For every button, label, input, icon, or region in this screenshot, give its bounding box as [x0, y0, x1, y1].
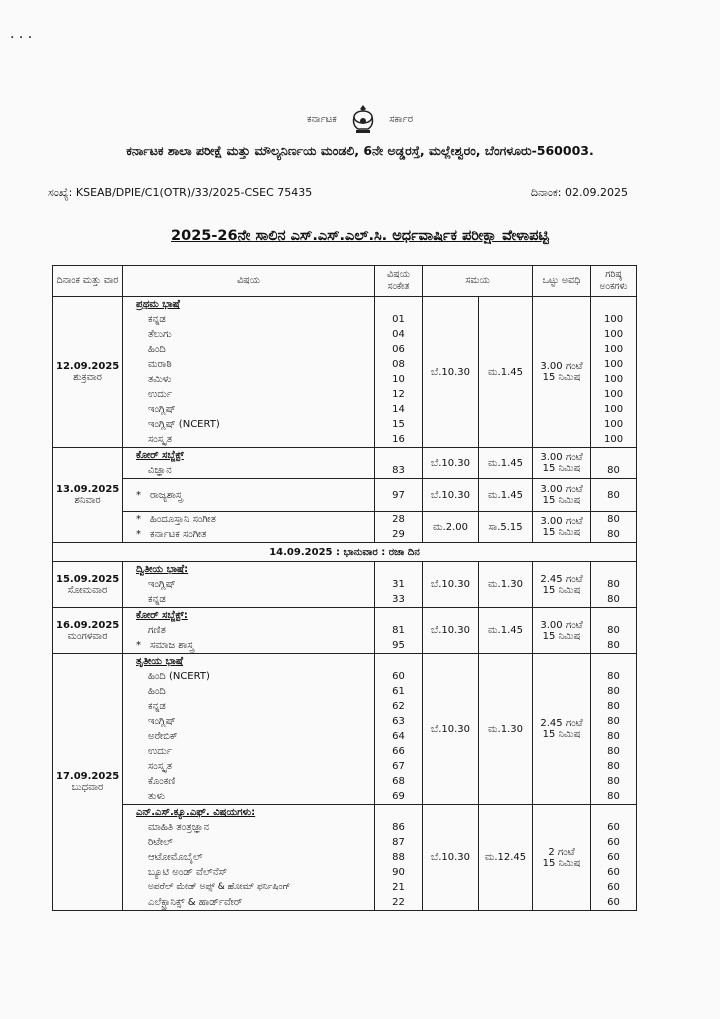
subject-cell — [123, 654, 375, 805]
marks-cell — [591, 608, 637, 654]
subject: ತಮಿಳು — [148, 374, 172, 385]
state-emblem-icon — [348, 103, 378, 135]
col-code: ವಿಷಯ ಸಂಕೇತ — [375, 266, 423, 297]
start-time: ಬೆ.10.30 — [423, 479, 479, 512]
max-marks: 100 — [603, 359, 624, 370]
elective-marker: * — [136, 640, 141, 651]
subject-code: 62 — [392, 701, 405, 712]
duration-minutes: 15 ನಿಮಿಷ — [542, 630, 581, 642]
max-marks: 80 — [607, 579, 620, 590]
start-time: ಬೆ.10.30 — [423, 448, 479, 479]
duration-minutes: 15 ನಿಮಿಷ — [542, 584, 581, 596]
table-row — [53, 448, 637, 479]
subject: ಆಟೋಮೊಬೈಲ್ — [148, 852, 203, 863]
subject: ಸಂಸ್ಕೃತ — [148, 761, 173, 772]
issue-date: ದಿನಾಂಕ: 02.09.2025 — [530, 186, 628, 199]
subject-code: 08 — [392, 359, 405, 370]
end-time: ಸಾ.5.15 — [479, 512, 533, 543]
max-marks: 80 — [607, 716, 620, 727]
subject-cell — [123, 297, 375, 448]
subject-code: 61 — [392, 686, 405, 697]
subject-cell — [123, 562, 375, 608]
start-time: ಬೆ.10.30 — [423, 654, 479, 805]
max-marks: 80 — [607, 731, 620, 742]
max-marks: 80 — [607, 625, 620, 636]
duration-hours: 3.00 ಗಂಟೆ — [540, 452, 583, 463]
max-marks: 100 — [603, 314, 624, 325]
subject: ಇಂಗ್ಲಿಷ್ — [148, 716, 176, 727]
group-heading: ಎನ್.ಎಸ್.ಕ್ಯೂ.ಎಫ್. ವಿಷಯಗಳು: — [136, 807, 256, 818]
subject: ಕರ್ನಾಟಕ ಸಂಗೀತ — [150, 529, 207, 540]
subject-cell — [123, 512, 375, 543]
col-date: ದಿನಾಂಕ ಮತ್ತು ವಾರ — [53, 266, 123, 297]
subject: ಹಿಂದಿ (NCERT) — [148, 671, 210, 682]
subject: ಇಂಗ್ಲಿಷ್ (NCERT) — [148, 419, 220, 430]
subject-code: 29 — [392, 529, 405, 540]
code-cell — [375, 512, 423, 543]
subject-code: 04 — [392, 329, 405, 340]
start-time: ಬೆ.10.30 — [423, 805, 479, 911]
subject: ಇಂಗ್ಲಿಷ್ — [148, 579, 176, 590]
table-row — [53, 805, 637, 911]
duration-minutes: 15 ನಿಮಿಷ — [542, 729, 581, 740]
exam-day: ಬುಧವಾರ — [71, 782, 104, 793]
duration-cell — [533, 805, 591, 911]
max-marks: 80 — [607, 701, 620, 712]
max-marks: 100 — [603, 419, 624, 430]
date-cell — [53, 608, 123, 654]
max-marks: 100 — [603, 374, 624, 385]
group-heading: ಕೋರ್ ಸಬ್ಜೆಕ್ಟ್: — [136, 610, 188, 621]
subject-code: 66 — [392, 746, 405, 757]
elective-marker: * — [136, 489, 141, 501]
subject: ಅರೇಬಿಕ್ — [148, 731, 178, 742]
subject: ರಾಜ್ಯಶಾಸ್ತ್ರ — [150, 489, 183, 501]
exam-day: ಶುಕ್ರವಾರ — [73, 372, 102, 383]
subject: ಹಿಂದಿ — [148, 344, 166, 355]
subject: ಅಪರೆಲ್ ಮೇಡ್ ಅಪ್ಸ್ & ಹೋಮ್ ಫರ್ನಿಷಿಂಗ್ — [148, 882, 291, 892]
subject: ಗಣಿತ — [148, 625, 166, 636]
marks-cell — [591, 448, 637, 479]
duration-minutes: 15 ನಿಮಿಷ — [542, 857, 581, 869]
max-marks: 100 — [603, 389, 624, 400]
duration-hours: 3.00 ಗಂಟೆ — [540, 361, 583, 372]
col-time: ಸಮಯ — [423, 266, 533, 297]
subject-code: 21 — [392, 882, 405, 893]
subject-code: 06 — [392, 344, 405, 355]
end-time: ಮ.1.45 — [479, 608, 533, 654]
max-marks: 80 — [607, 529, 620, 540]
end-time: ಮ.12.45 — [479, 805, 533, 911]
subject: ಉರ್ದು — [148, 389, 173, 400]
max-marks: 80 — [607, 640, 620, 651]
duration-hours: 3.00 ಗಂಟೆ — [540, 516, 583, 527]
subject: ಬ್ಯೂಟಿ ಅಂಡ್ ವೆಲ್‌ನೆಸ್ — [148, 867, 228, 878]
subject-code: 81 — [392, 625, 405, 636]
subject: ಹಿಂದಿ — [148, 686, 166, 697]
date-cell — [53, 562, 123, 608]
duration-hours: 2.45 ಗಂಟೆ — [540, 573, 583, 585]
subject-code: 15 — [392, 419, 405, 430]
start-time: ಮ.2.00 — [423, 512, 479, 543]
subject: ಹಿಂದೂಸ್ತಾನಿ ಸಂಗೀತ — [150, 514, 216, 525]
subject: ಕನ್ನಡ — [148, 701, 166, 712]
subject-code: 87 — [392, 837, 405, 848]
reference-line — [48, 186, 628, 200]
holiday-row — [53, 543, 637, 562]
subject: ಸಂಸ್ಕೃತ — [148, 434, 173, 445]
subject: ತುಳು — [148, 791, 166, 802]
max-marks: 80 — [591, 479, 637, 512]
code-cell — [375, 448, 423, 479]
exam-date: 17.09.2025 — [56, 771, 120, 782]
subject: ಕೊಂಕಣಿ — [148, 776, 176, 787]
group-heading: ತೃತೀಯ ಭಾಷೆ — [136, 656, 184, 667]
document-title: 2025-26ನೇ ಸಾಲಿನ ಎಸ್.ಎಸ್.ಎಲ್.ಸಿ. ಅರ್ಧವಾರ್ಷಿಕ ಪರೀಕ್ಷಾ ವೇಳಾಪಟ್ಟಿ — [171, 228, 549, 244]
duration-minutes: 15 ನಿಮಿಷ — [542, 372, 581, 383]
code-cell — [375, 805, 423, 911]
subject: ತೆಲುಗು — [148, 329, 172, 340]
subject-code: 60 — [392, 671, 405, 682]
start-time: ಬೆ.10.30 — [423, 608, 479, 654]
subject-code: 86 — [392, 822, 405, 833]
exam-day: ಮಂಗಳವಾರ — [67, 630, 108, 642]
duration-cell — [533, 479, 591, 512]
subject-code: 95 — [392, 640, 405, 651]
table-row — [53, 512, 637, 543]
subject-code: 31 — [392, 579, 405, 590]
marks-cell — [591, 805, 637, 911]
subject-cell — [123, 608, 375, 654]
duration-cell — [533, 448, 591, 479]
code-cell — [375, 654, 423, 805]
subject-code: 16 — [392, 434, 405, 445]
subject-cell — [123, 448, 375, 479]
end-time: ಮ.1.45 — [479, 479, 533, 512]
subject: ಮಾಹಿತಿ ತಂತ್ರಜ್ಞಾನ — [148, 822, 210, 833]
code-cell — [375, 562, 423, 608]
max-marks: 60 — [607, 897, 620, 908]
date-cell — [53, 654, 123, 911]
group-heading: ಪ್ರಥಮ ಭಾಷೆ — [136, 299, 180, 310]
duration-cell — [533, 562, 591, 608]
government-header — [0, 103, 720, 135]
holiday-text: 14.09.2025 : ಭಾನುವಾರ : ರಜಾ ದಿನ — [53, 543, 637, 562]
max-marks: 80 — [607, 746, 620, 757]
end-time: ಮ.1.30 — [479, 654, 533, 805]
code-cell — [375, 608, 423, 654]
subject-cell — [123, 479, 375, 512]
duration-cell — [533, 512, 591, 543]
max-marks: 80 — [607, 686, 620, 697]
subject-code: 12 — [392, 389, 405, 400]
subject-code: 63 — [392, 716, 405, 727]
subject: ವಿಜ್ಞಾನ — [148, 465, 172, 476]
end-time: ಮ.1.45 — [479, 448, 533, 479]
end-time: ಮ.1.30 — [479, 562, 533, 608]
max-marks: 80 — [607, 761, 620, 772]
max-marks: 100 — [603, 434, 624, 445]
subject-code: 33 — [392, 594, 405, 605]
office-address: ಕರ್ನಾಟಕ ಶಾಲಾ ಪರೀಕ್ಷೆ ಮತ್ತು ಮೌಲ್ಯನಿರ್ಣಯ ಮಂಡಲಿ, 6ನೇ ಅಡ್ಡರಸ್ತೆ, ಮಲ್ಲೇಶ್ವರಂ, ಬೆಂಗಳೂರು-560003. — [126, 143, 594, 158]
subject-code: 64 — [392, 731, 405, 742]
subject: ಮರಾಠಿ — [148, 359, 172, 370]
header-right-word: ಸರ್ಕಾರ — [389, 113, 413, 125]
max-marks: 80 — [607, 465, 620, 476]
max-marks: 60 — [607, 882, 620, 893]
col-marks: ಗರಿಷ್ಠ ಅಂಕಗಳು — [591, 266, 637, 297]
max-marks: 80 — [607, 594, 620, 605]
subject: ಎಲೆಕ್ಟ್ರಾನಿಕ್ಸ್ & ಹಾರ್ಡ್‌ವೇರ್ — [148, 897, 243, 908]
subject: ರಿಟೇಲ್ — [148, 837, 173, 848]
max-marks: 60 — [607, 822, 620, 833]
duration-hours: 2.45 ಗಂಟೆ — [540, 718, 583, 729]
date-cell — [53, 448, 123, 543]
header-left-word: ಕರ್ನಾಟಕ — [307, 113, 337, 125]
end-time: ಮ.1.45 — [479, 297, 533, 448]
exam-date: 13.09.2025 — [56, 484, 120, 495]
subject: ಇಂಗ್ಲಿಷ್ — [148, 404, 176, 415]
subject-code: 68 — [392, 776, 405, 787]
table-row — [53, 562, 637, 608]
subject-cell — [123, 805, 375, 911]
duration-minutes: 15 ನಿಮಿಷ — [542, 527, 581, 538]
exam-date: 15.09.2025 — [56, 573, 120, 585]
subject: ಕನ್ನಡ — [148, 594, 166, 605]
subject: ಕನ್ನಡ — [148, 314, 166, 325]
duration-cell — [533, 297, 591, 448]
duration-hours: 2 ಗಂಟೆ — [548, 846, 575, 858]
duration-hours: 3.00 ಗಂಟೆ — [540, 484, 583, 495]
code-cell — [375, 297, 423, 448]
group-heading: ಕೋರ್ ಸಬ್ಜೆಕ್ಟ್ — [136, 450, 184, 461]
start-time: ಬೆ.10.30 — [423, 562, 479, 608]
subject-code: 28 — [392, 514, 405, 525]
subject-code: 14 — [392, 404, 405, 415]
max-marks: 60 — [607, 837, 620, 848]
table-row — [53, 654, 637, 805]
start-time: ಬೆ.10.30 — [423, 297, 479, 448]
subject-code: 83 — [392, 465, 405, 476]
duration-minutes: 15 ನಿಮಿಷ — [542, 463, 581, 474]
timetable — [52, 265, 637, 911]
exam-day: ಸೋಮವಾರ — [67, 584, 108, 596]
col-subject: ವಿಷಯ — [123, 266, 375, 297]
table-row — [53, 297, 637, 448]
max-marks: 100 — [603, 344, 624, 355]
max-marks: 60 — [607, 852, 620, 863]
subject-code: 67 — [392, 761, 405, 772]
max-marks: 80 — [607, 514, 620, 525]
subject-code: 10 — [392, 374, 405, 385]
subject-code: 97 — [375, 479, 423, 512]
subject: ಉರ್ದು — [148, 746, 173, 757]
group-heading: ದ್ವಿತೀಯ ಭಾಷೆ: — [136, 564, 189, 575]
marks-cell — [591, 297, 637, 448]
subject-code: 22 — [392, 897, 405, 908]
max-marks: 100 — [603, 404, 624, 415]
table-row — [53, 608, 637, 654]
max-marks: 60 — [607, 867, 620, 878]
duration-cell — [533, 608, 591, 654]
table-row — [53, 479, 637, 512]
exam-date: 12.09.2025 — [56, 361, 120, 372]
subject-code: 90 — [392, 867, 405, 878]
table-header-row — [53, 266, 637, 297]
subject-code: 69 — [392, 791, 405, 802]
col-duration: ಒಟ್ಟು ಅವಧಿ — [533, 266, 591, 297]
subject-code: 88 — [392, 852, 405, 863]
marks-cell — [591, 654, 637, 805]
marks-cell — [591, 562, 637, 608]
exam-date: 16.09.2025 — [56, 619, 120, 631]
duration-cell — [533, 654, 591, 805]
max-marks: 80 — [607, 776, 620, 787]
max-marks: 100 — [603, 329, 624, 340]
duration-hours: 3.00 ಗಂಟೆ — [540, 619, 583, 631]
exam-day: ಶನಿವಾರ — [74, 495, 101, 506]
duration-minutes: 15 ನಿಮಿಷ — [542, 495, 581, 506]
elective-marker: * — [136, 514, 141, 525]
max-marks: 80 — [607, 791, 620, 802]
scan-specks: · · · — [10, 30, 33, 46]
subject-code: 01 — [392, 314, 405, 325]
subject: ಸಮಾಜ ಶಾಸ್ತ್ರ — [150, 640, 194, 651]
max-marks: 80 — [607, 671, 620, 682]
date-cell — [53, 297, 123, 448]
elective-marker: * — [136, 529, 141, 540]
marks-cell — [591, 512, 637, 543]
reference-number: ಸಂಖ್ಯೆ: KSEAB/DPIE/C1(OTR)/33/2025-CSEC 75435 — [48, 186, 313, 199]
